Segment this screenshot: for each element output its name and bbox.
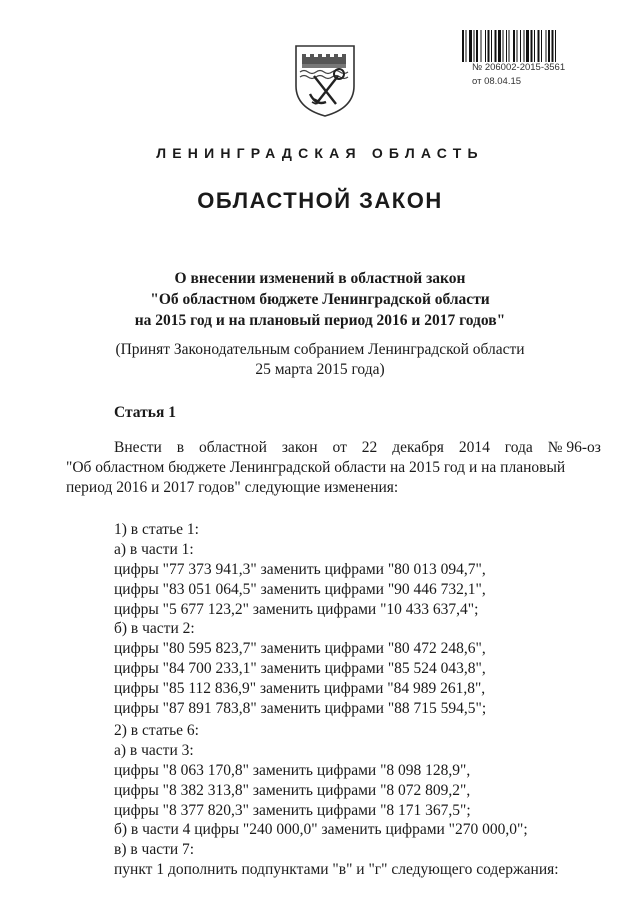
- intro-word: областной: [199, 439, 267, 456]
- law-heading-line: О внесении изменений в областной закон: [174, 270, 466, 287]
- region-name: ЛЕНИНГРАДСКАЯ ОБЛАСТЬ: [156, 145, 484, 161]
- intro-word: закон: [281, 439, 318, 456]
- intro-word: в: [176, 439, 185, 456]
- intro-word: от: [332, 439, 347, 456]
- amendment-block-2: [114, 721, 559, 880]
- document-type: ОБЛАСТНОЙ ЗАКОН: [197, 188, 443, 213]
- intro-first-line: [66, 438, 601, 458]
- registration-number: № 206002-2015-3561: [472, 62, 566, 73]
- barcode-icon: [462, 30, 608, 62]
- intro-word: Внести: [114, 439, 162, 456]
- law-heading-line: на 2015 год и на плановый период 2016 и 2017 годов": [134, 312, 506, 329]
- article-title: Статья 1: [114, 404, 176, 421]
- amendment-line: пункт 1 дополнить подпунктами "в" и "г" следующего содержания:: [114, 861, 559, 879]
- adoption-note-line: 25 марта 2015 года): [255, 361, 385, 378]
- leningrad-crest-icon: [292, 42, 358, 118]
- registration-date: от 08.04.15: [472, 76, 522, 87]
- adoption-note: [0, 340, 640, 380]
- amendment-line: цифры "8 382 313,8" заменить цифрами "8 072 809,2",: [114, 781, 471, 799]
- intro-word: декабря: [392, 439, 444, 456]
- amendment-line: цифры "8 377 820,3" заменить цифрами "8 171 367,5";: [114, 801, 471, 819]
- amendment-line: цифры "8 063 170,8" заменить цифрами "8 098 128,9",: [114, 761, 471, 779]
- amendment-line: 1) в статье 1:: [114, 521, 199, 538]
- amendment-line: цифры "77 373 941,3" заменить цифрами "80 013 094,7",: [114, 560, 486, 578]
- amendment-line: б) в части 2:: [114, 620, 195, 638]
- adoption-note-line: (Принят Законодательным собранием Ленинградской области: [115, 341, 525, 358]
- amendment-line: цифры "85 112 836,9" заменить цифрами "84 989 261,8",: [114, 680, 486, 698]
- intro-word: 2014: [458, 439, 490, 456]
- law-heading-line: "Об областном бюджете Ленинградской области: [150, 291, 490, 308]
- intro-line: "Об областном бюджете Ленинградской области на 2015 год и на плановый: [66, 459, 566, 476]
- amendment-line: цифры "84 700 233,1" заменить цифрами "85 524 043,8",: [114, 660, 486, 678]
- intro-paragraph: [66, 438, 601, 498]
- amendment-line: в) в части 7:: [114, 841, 195, 859]
- amendment-line: б) в части 4 цифры "240 000,0" заменить цифрами "270 000,0";: [114, 821, 528, 839]
- amendment-line: а) в части 1:: [114, 540, 194, 558]
- amendment-block-1: [114, 520, 486, 719]
- law-heading: [0, 268, 640, 331]
- intro-word: 22: [361, 439, 378, 456]
- intro-word: № 96-оз: [547, 439, 601, 456]
- intro-line: период 2016 и 2017 годов" следующие изменения:: [66, 479, 399, 496]
- intro-word: года: [504, 439, 533, 456]
- amendment-line: цифры "87 891 783,8" заменить цифрами "88 715 594,5";: [114, 700, 487, 718]
- amendment-line: а) в части 3:: [114, 741, 194, 759]
- amendment-line: 2) в статье 6:: [114, 722, 199, 739]
- amendment-line: цифры "5 677 123,2" заменить цифрами "10 433 637,4";: [114, 600, 479, 618]
- amendment-line: цифры "83 051 064,5" заменить цифрами "90 446 732,1",: [114, 580, 486, 598]
- amendment-line: цифры "80 595 823,7" заменить цифрами "80 472 248,6",: [114, 640, 486, 658]
